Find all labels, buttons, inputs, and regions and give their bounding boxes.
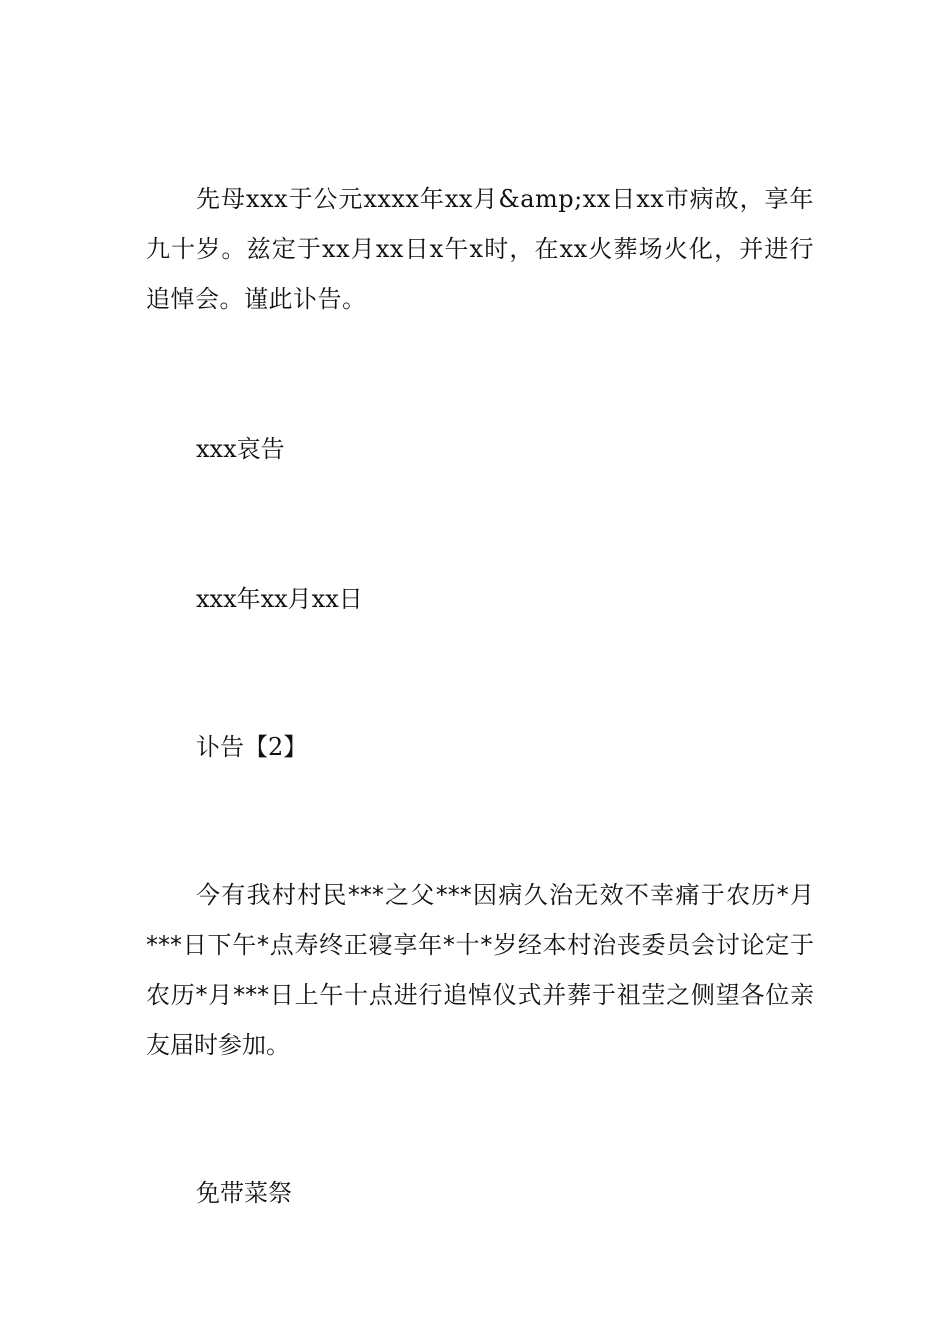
obituary-body-paragraph-2: 今有我村村民***之父***因病久治无效不幸痛于农历*月***日下午*点寿终正寝享年*十*岁经本村治丧委员会讨论定于农历*月***日上午十点进行追悼仪式并葬于祖茔之侧望各位亲友届时参加。 [146, 881, 814, 1059]
obituary-signature: xxx哀告 [196, 435, 285, 463]
obituary-body-paragraph: 先母xxx于公元xxxx年xx月&amp;xx日xx市病故，享年九十岁。兹定于xx月xx日x午x时，在xx火葬场火化，并进行追悼会。谨此讣告。 [146, 185, 814, 313]
section-heading: 讣告【2】 [196, 733, 308, 761]
obituary-date: xxx年xx月xx日 [196, 585, 363, 613]
obituary-closing-note: 免带菜祭 [196, 1179, 292, 1207]
